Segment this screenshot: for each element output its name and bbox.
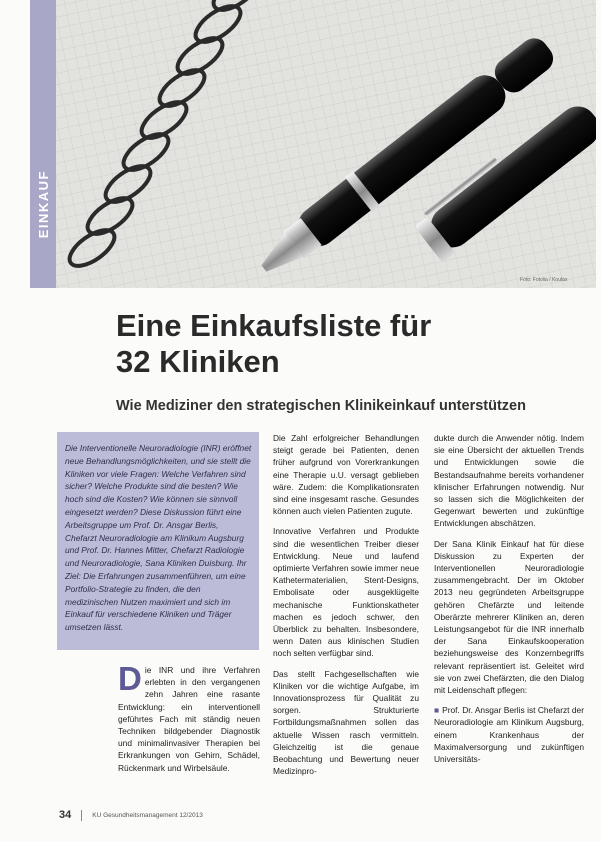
body-paragraph: ie INR und ihre Verfahren erlebten in den vergangenen zehn Jahren eine rasante Entwicklung: ein interventionell geführtes Fach mit ständig neuen Techniken bildgebender Diagnostik und minimalinvasiver Therapien bei Erkrankungen von Gehirn, Schädel, Rückenmark und Wirbelsäule. — [118, 665, 260, 773]
headline-line-2: 32 Kliniken — [116, 344, 280, 379]
notebook-pens-illustration — [30, 0, 596, 288]
lead-text: Die Interventionelle Neuroradiologie (INR) eröffnet neue Behandlungsmöglichkeiten, und sie stellt die Kliniken vor viele Fragen: Welche Verfahren sind sicher? Welche Produkte sind die besten? Wie hoch sind die Kosten? Wie können sie sinnvoll eingesetzt werden? Diese Diskussion führt eine Arbeitsgruppe um Prof. Dr. Ansgar Berlis, Chefarzt Neuroradiologie am Klinikum Augsburg und Prof. Dr. Hannes Mitter, Chefarzt Radiologie und Neuroradiologie, Sana Kliniken Duisburg. Ihr Ziel: Die Erfahrungen zusammenführen, um eine Portfolio-Strategie zu finden, die den medizinischen Nutzen maximiert und sich im Einkauf für verschiedene Kliniken und Träger umsetzen lässt. — [65, 443, 252, 633]
footer-divider — [81, 810, 82, 821]
body-column-1 — [118, 660, 260, 774]
headline — [116, 308, 431, 380]
body-column-3 — [434, 432, 584, 773]
body-paragraph: Innovative Verfahren und Produkte sind die wesentlichen Treiber dieser Entwicklung. Neue und laufend optimierte Verfahren sowie immer neue Kathetermaterialien, Stent-Designs, Embolisate oder ausgeklügelte mechanische Funktionskatheter machen es jedoch schwer, den Überblick zu behalten. Insbesondere, wenn Daten aus klinischen Studien noch selten verfügbar sind. — [273, 526, 419, 659]
section-label: EINKAUF — [35, 170, 51, 239]
page-footer — [59, 809, 203, 821]
drop-cap: D — [118, 660, 142, 697]
magazine-name: KU Gesundheitsmanagement 12/2013 — [92, 811, 203, 819]
bullet-item: ■ Prof. Dr. Ansgar Berlis ist Chefarzt der Neuroradiologie am Klinikum Augsburg, einem Krankenhaus der Maximalversorgung und zukünftigen Universitäts- — [434, 705, 584, 765]
page-number: 34 — [59, 809, 72, 821]
body-paragraph: Der Sana Klinik Einkauf hat für diese Diskussion zu Experten der Interventionellen Neuroradiologie zusammengebracht. Der im Oktober 2013 neu gegründeten Arbeitsgruppe gehören Chefärzte und leitende Oberärzte mehrerer Kliniken an, deren Leistungsangebot für die INR innerhalb der Sana Einkaufskooperation beziehungsweise des Konzernbegriffs relevant repräsentiert ist. Geleitet wird sie von zwei Chefärzten, die den Dialog mit Leidenschaft pflegen: — [434, 538, 584, 696]
body-paragraph: Das stellt Fachgesellschaften wie Kliniken vor die wichtige Aufgabe, im Innovationsprozess für Qualität zu sorgen. Strukturierte Fortbildungsmaßnahmen sollen das aktuelle Wissen rasch vermitteln. Gleichzeitig ist die genaue Beobachtung und Bewertung neuer Medizinpro- — [273, 668, 419, 777]
subtitle: Wie Mediziner den strategischen Klinikeinkauf unterstützen — [116, 398, 526, 414]
header-photo — [30, 0, 596, 288]
body-paragraph: Die Zahl erfolgreicher Behandlungen steigt gerade bei Patienten, denen früher aufgrund von Vorerkrankungen eine Therapie u.U. versagt geblieben wäre. Zudem: die Komplikationsraten sind eine insgesamt rasche. Gesundes können auch vielen Patienten zugute. — [273, 433, 419, 517]
section-tab — [30, 0, 56, 288]
headline-line-1: Eine Einkaufsliste für — [116, 308, 432, 343]
lead-box — [57, 432, 259, 650]
body-column-2 — [273, 432, 419, 785]
photo-credit: Foto: Fotolia / Koufax — [520, 277, 568, 283]
body-paragraph: dukte durch die Anwender nötig. Indem sie eine Übersicht der aktuellen Trends und Entwicklungen sowie die Bestandsaufnahme bereits vorhandener klinischer Erfahrungen notwendig. Nur so lassen sich die Möglichkeiten der Gegenwart bewerten und zukünftige Entwicklungen abschätzen. — [434, 433, 584, 529]
bullet-icon: ■ — [434, 705, 440, 716]
